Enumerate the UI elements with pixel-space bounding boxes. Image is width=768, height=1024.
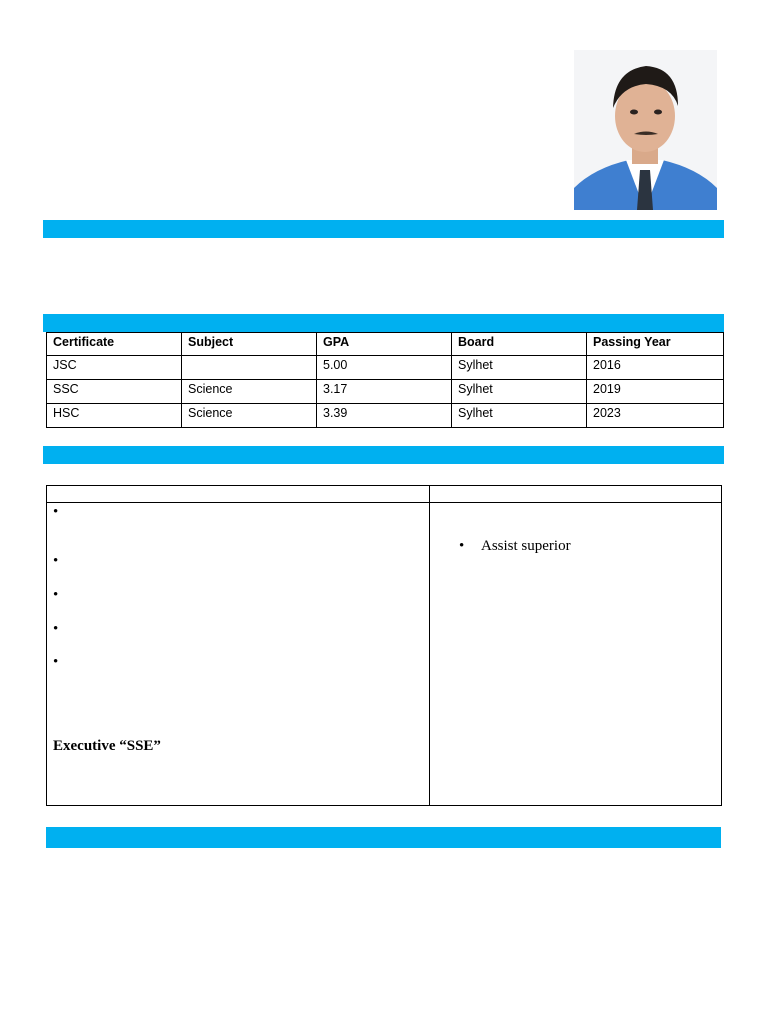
- table-cell: Science: [182, 404, 317, 428]
- table-cell: 2023: [587, 404, 724, 428]
- bullet-icon: •: [53, 621, 59, 637]
- responsibility-item: [459, 538, 571, 555]
- table-cell: JSC: [47, 356, 182, 380]
- bullet-icon: •: [53, 654, 59, 670]
- bullet-icon: •: [53, 553, 59, 569]
- table-cell: Science: [182, 380, 317, 404]
- table-cell: 2016: [587, 356, 724, 380]
- section-header-bar: [43, 446, 724, 464]
- section-header-bar: [43, 314, 724, 332]
- education-table: [46, 332, 724, 428]
- table-cell: HSC: [47, 404, 182, 428]
- table-cell: 3.39: [317, 404, 452, 428]
- table-header-cell: Passing Year: [587, 333, 724, 356]
- section-header-bar: [46, 827, 721, 848]
- table-header-row: [47, 333, 724, 356]
- experience-header-row: [47, 486, 721, 503]
- table-header-cell: Certificate: [47, 333, 182, 356]
- table-cell: Sylhet: [452, 356, 587, 380]
- table-header-cell: GPA: [317, 333, 452, 356]
- table-cell: 2019: [587, 380, 724, 404]
- table-cell: SSC: [47, 380, 182, 404]
- experience-table: [46, 485, 722, 806]
- job-title: Executive “SSE”: [53, 738, 161, 754]
- table-cell: [182, 356, 317, 380]
- table-cell: Sylhet: [452, 380, 587, 404]
- table-header-cell: Subject: [182, 333, 317, 356]
- bullet-icon: •: [459, 538, 465, 554]
- table-row: [47, 356, 724, 380]
- bullet-icon: •: [53, 504, 59, 520]
- table-row: [47, 404, 724, 428]
- section-header-bar: [43, 220, 724, 238]
- column-divider: [429, 486, 430, 805]
- table-cell: 3.17: [317, 380, 452, 404]
- bullet-icon: •: [53, 587, 59, 603]
- responsibility-text: Assist superior: [481, 538, 571, 554]
- table-cell: 5.00: [317, 356, 452, 380]
- person-portrait-icon: [574, 50, 717, 210]
- table-cell: Sylhet: [452, 404, 587, 428]
- table-row: [47, 380, 724, 404]
- table-header-cell: Board: [452, 333, 587, 356]
- profile-photo: [574, 50, 717, 210]
